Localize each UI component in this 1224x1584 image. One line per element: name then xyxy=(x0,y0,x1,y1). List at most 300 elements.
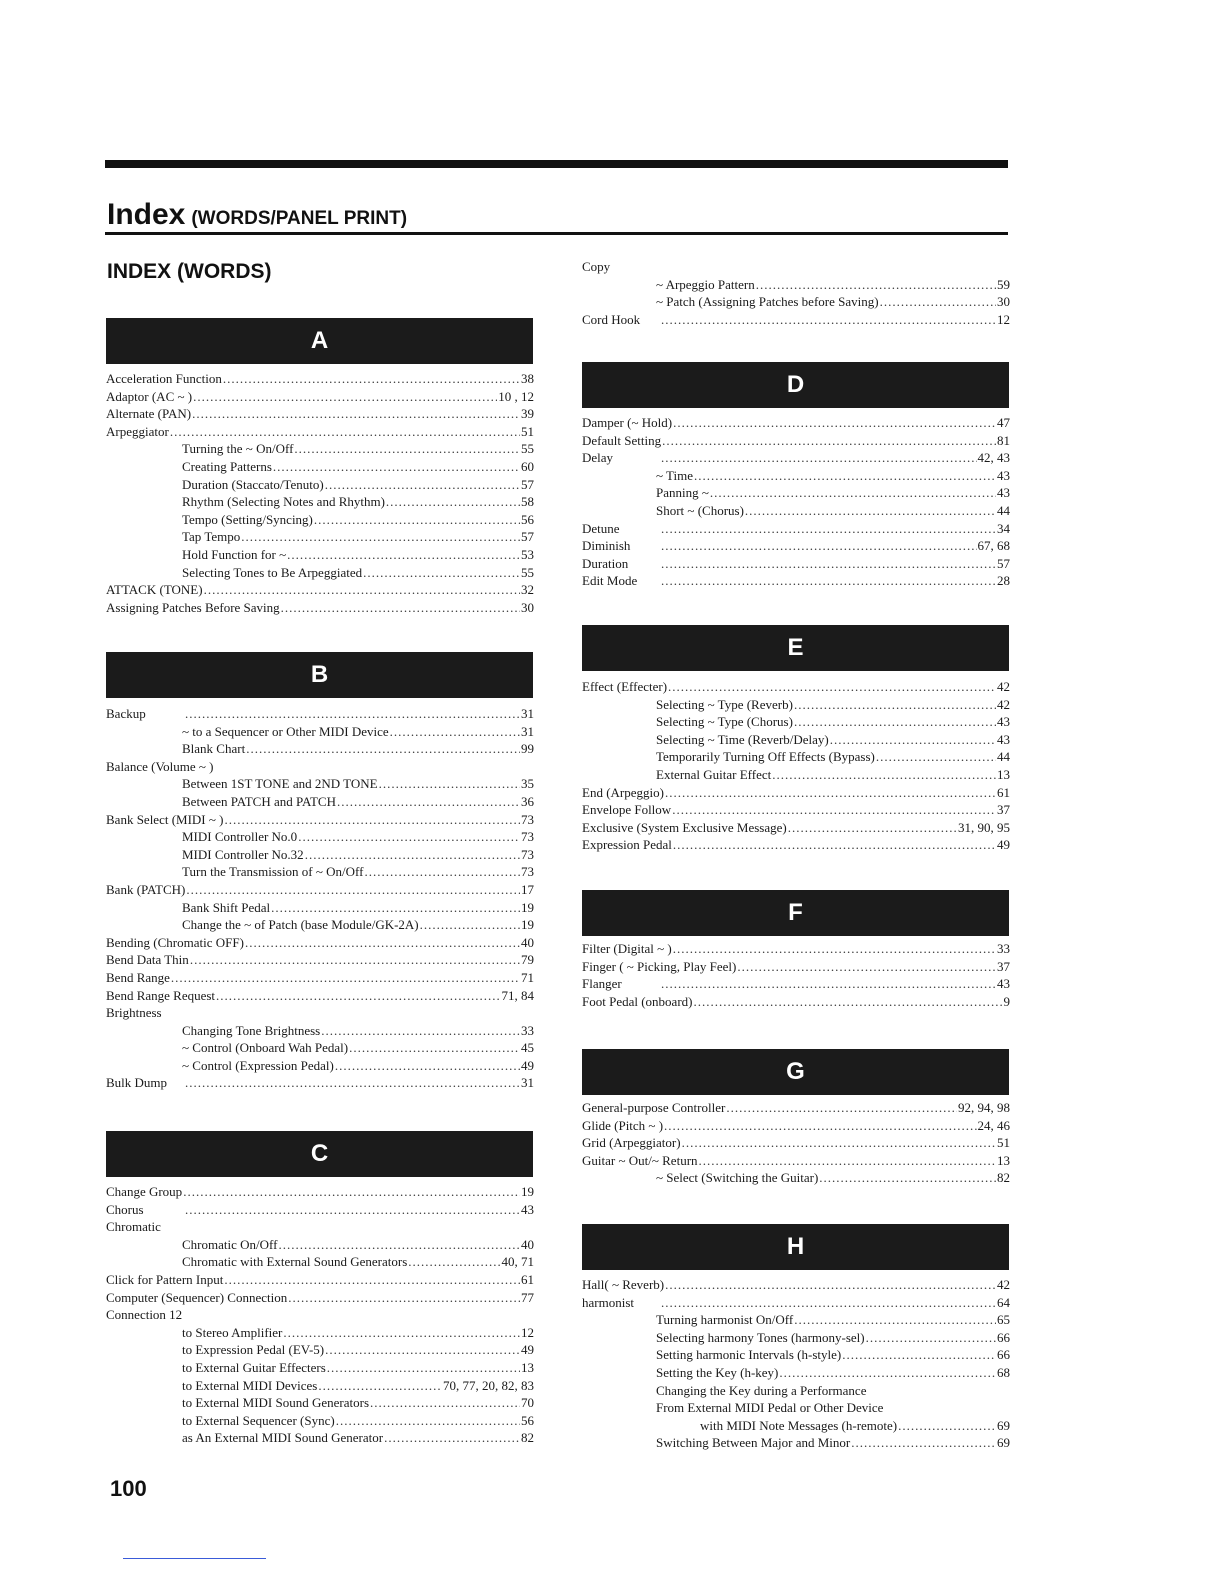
index-entry-text: Expression Pedal xyxy=(582,837,672,853)
index-entry-page: 40, 71 xyxy=(501,1254,534,1270)
index-entry-text: Change the ~ of Patch (base Module/GK-2A) xyxy=(182,917,419,933)
dot-leader xyxy=(223,370,520,388)
index-entry-text: Selecting Tones to Be Arpeggiated xyxy=(182,564,363,580)
index-entry xyxy=(106,951,534,969)
index-entry xyxy=(106,934,534,952)
index-entry-page: 40 xyxy=(521,934,534,950)
index-entry-page: 43 xyxy=(997,714,1010,730)
dot-leader xyxy=(408,1253,500,1271)
index-entry-page: 42 xyxy=(997,696,1010,712)
dot-leader xyxy=(321,1022,520,1040)
index-entry xyxy=(582,1329,1010,1347)
index-entry-page: 30 xyxy=(521,599,534,615)
dot-leader xyxy=(756,276,996,294)
index-entry xyxy=(106,705,534,723)
dot-leader xyxy=(336,1412,520,1430)
dot-leader xyxy=(737,958,996,976)
dot-leader xyxy=(216,987,500,1005)
index-entry-text: End (Arpeggio) xyxy=(582,784,664,800)
letter-header-e: E xyxy=(582,625,1009,671)
index-entry-list xyxy=(582,940,1010,1010)
dot-leader xyxy=(794,696,996,714)
index-entry-text: General-purpose Controller xyxy=(582,1100,726,1115)
index-entry-text: to External Guitar Effecters xyxy=(182,1359,326,1375)
dot-leader xyxy=(661,1294,996,1312)
dot-leader xyxy=(794,713,996,731)
index-entry-text: Envelope Follow xyxy=(582,802,672,818)
index-entry-page: 37 xyxy=(997,958,1010,974)
index-entry-list xyxy=(582,678,1010,854)
index-entry xyxy=(582,713,1010,731)
index-entry xyxy=(582,555,1010,573)
index-entry-page: 43 xyxy=(997,731,1010,747)
index-entry-text: Filter (Digital ~ ) xyxy=(582,941,672,956)
dot-leader xyxy=(851,1434,996,1452)
index-entry xyxy=(106,881,534,899)
dot-leader xyxy=(673,414,996,432)
dot-leader xyxy=(682,1134,996,1152)
index-entry-page: 32 xyxy=(521,582,534,598)
index-entry-page: 55 xyxy=(521,564,534,580)
index-entry-text: Selecting ~ Type (Chorus) xyxy=(656,714,793,730)
dot-leader xyxy=(318,1377,442,1395)
index-entry-text: to External MIDI Sound Generators xyxy=(182,1395,370,1411)
index-entry-page: 17 xyxy=(521,881,534,897)
index-entry-text: Tempo (Setting/Syncing) xyxy=(182,511,313,527)
index-entry-text: Assigning Patches Before Saving xyxy=(106,599,280,615)
index-entry-text: as An External MIDI Sound Generator xyxy=(182,1430,384,1446)
dot-leader xyxy=(364,863,520,881)
index-entry-page: 69 xyxy=(997,1435,1010,1451)
index-entry xyxy=(106,1236,534,1254)
index-entry-page: 51 xyxy=(521,423,534,439)
dot-leader xyxy=(298,828,520,846)
index-entry-text: Finger ( ~ Picking, Play Feel) xyxy=(582,958,737,974)
index-entry xyxy=(582,748,1010,766)
dot-leader xyxy=(246,740,520,758)
index-entry xyxy=(106,564,534,582)
index-entry-page: 82 xyxy=(521,1430,534,1446)
index-entry-text: Hall( ~ Reverb) xyxy=(582,1277,665,1292)
page-number: 100 xyxy=(110,1476,147,1501)
index-entry-text: to Expression Pedal (EV-5) xyxy=(182,1342,325,1358)
index-entry-text: Exclusive (System Exclusive Message) xyxy=(582,819,787,835)
dot-leader xyxy=(384,1429,520,1447)
index-entry xyxy=(582,1099,1010,1117)
dot-leader xyxy=(278,1236,520,1254)
index-entry-page: 19 xyxy=(521,1184,534,1199)
index-entry-page: 59 xyxy=(997,276,1010,292)
index-entry xyxy=(106,493,534,511)
index-entry-page: 19 xyxy=(521,917,534,933)
dot-leader xyxy=(694,467,996,485)
index-entry-text: to External Sequencer (Sync) xyxy=(182,1412,335,1428)
index-entry xyxy=(582,836,1010,854)
index-entry-text: Between 1ST TONE and 2ND TONE xyxy=(182,776,378,792)
index-entry-list xyxy=(582,1099,1010,1187)
index-entry-text: Default Setting xyxy=(582,432,662,448)
index-entry xyxy=(582,1399,1010,1417)
index-entry xyxy=(106,546,534,564)
index-entry-page: 60 xyxy=(521,458,534,474)
dot-leader xyxy=(193,388,497,406)
index-entry xyxy=(106,1004,534,1022)
index-entry-page: 35 xyxy=(521,776,534,792)
index-entry-page: 67, 68 xyxy=(977,538,1010,554)
index-entry-page: 44 xyxy=(997,502,1010,518)
index-entry-page: 12 xyxy=(997,311,1010,327)
dot-leader xyxy=(335,1057,520,1075)
letter-header-b: B xyxy=(106,652,533,698)
index-entry xyxy=(582,766,1010,784)
index-entry-page: 73 xyxy=(521,846,534,862)
index-entry xyxy=(106,1253,534,1271)
dot-leader xyxy=(662,432,996,450)
dot-leader xyxy=(185,1201,520,1219)
index-entry-text: Bank Select (MIDI ~ ) xyxy=(106,811,224,827)
index-entry-text: Rhythm (Selecting Notes and Rhythm) xyxy=(182,494,385,510)
index-entry-text: Panning ~ xyxy=(656,485,709,501)
index-entry-text: Bend Range Request xyxy=(106,987,216,1003)
index-entry xyxy=(106,1394,534,1412)
page-title-main: Index xyxy=(107,198,186,231)
dot-leader xyxy=(288,1289,520,1307)
index-entry xyxy=(106,828,534,846)
index-entry-page: 34 xyxy=(997,520,1010,536)
index-entry-text: Detune xyxy=(582,520,620,536)
index-entry-page: 82 xyxy=(997,1170,1010,1186)
dot-leader xyxy=(305,846,520,864)
index-entry xyxy=(106,793,534,811)
index-entry xyxy=(106,581,534,599)
index-entry-text: Setting harmonic Intervals (h-style) xyxy=(656,1347,842,1363)
index-entry-page: 19 xyxy=(521,899,534,915)
dot-leader xyxy=(325,476,520,494)
index-entry xyxy=(106,458,534,476)
index-entry-page: 28 xyxy=(997,573,1010,589)
index-entry-text: Temporarily Turning Off Effects (Bypass) xyxy=(656,749,875,765)
index-entry-text: Bend Range xyxy=(106,969,170,985)
index-entry xyxy=(582,696,1010,714)
dot-leader xyxy=(866,1329,996,1347)
dot-leader xyxy=(325,1341,520,1359)
index-entry-page: 65 xyxy=(997,1312,1010,1328)
index-entry-page: 42, 43 xyxy=(977,450,1010,466)
index-entry xyxy=(106,740,534,758)
letter-header-c: C xyxy=(106,1131,533,1177)
index-entry-text: Chromatic On/Off xyxy=(182,1236,278,1252)
dot-leader xyxy=(241,528,520,546)
dot-leader xyxy=(363,564,520,582)
index-entry-page: 71, 84 xyxy=(501,987,534,1003)
dot-leader xyxy=(281,599,520,617)
index-entry xyxy=(582,1364,1010,1382)
dot-leader xyxy=(726,1099,957,1117)
dot-leader xyxy=(183,1183,520,1201)
dot-leader xyxy=(819,1169,996,1187)
dot-leader xyxy=(898,1417,996,1435)
index-entry-page: 57 xyxy=(997,555,1010,571)
index-entry-page: 77 xyxy=(521,1289,534,1305)
index-entry xyxy=(106,1324,534,1342)
index-entry xyxy=(106,723,534,741)
index-entry xyxy=(106,1022,534,1040)
index-entry-page: 33 xyxy=(521,1022,534,1038)
dot-leader xyxy=(314,511,520,529)
index-entry xyxy=(106,775,534,793)
index-entry-text: Brightness xyxy=(106,1005,162,1021)
index-entry xyxy=(106,388,534,406)
page-title-sub: (WORDS/PANEL PRINT) xyxy=(191,208,408,229)
dot-leader xyxy=(830,731,996,749)
index-entry xyxy=(582,819,1010,837)
index-entry-page: 79 xyxy=(521,952,534,968)
index-entry-page: 57 xyxy=(521,476,534,492)
index-entry-page: 42 xyxy=(997,1277,1010,1292)
index-entry-text: Turning the ~ On/Off xyxy=(182,441,294,457)
index-entry-text: Switching Between Major and Minor xyxy=(656,1435,851,1451)
index-entry xyxy=(582,1152,1010,1170)
index-entry xyxy=(106,987,534,1005)
dot-leader xyxy=(420,916,520,934)
header-top-rule xyxy=(105,160,1008,168)
index-entry-page: 9 xyxy=(1003,993,1010,1009)
index-entry-page: 39 xyxy=(521,406,534,422)
index-entry xyxy=(582,1276,1010,1294)
index-entry-text: Delay xyxy=(582,450,614,466)
index-entry-page: 73 xyxy=(521,829,534,845)
index-entry-text: Damper (~ Hold) xyxy=(582,415,673,430)
dot-leader xyxy=(283,1324,520,1342)
index-entry-text: Guitar ~ Out/~ Return xyxy=(582,1152,698,1168)
index-entry xyxy=(582,1434,1010,1452)
dot-leader xyxy=(668,678,996,696)
index-entry-page: 36 xyxy=(521,793,534,809)
dot-leader xyxy=(665,1276,996,1294)
dot-leader xyxy=(661,449,977,467)
index-entry-text: From External MIDI Pedal or Other Device xyxy=(656,1400,884,1416)
index-entry xyxy=(106,440,534,458)
index-entry-page: 92, 94, 98 xyxy=(958,1100,1010,1115)
dot-leader xyxy=(661,572,996,590)
index-entry-list xyxy=(582,414,1010,590)
index-entry xyxy=(106,1289,534,1307)
index-entry-list xyxy=(582,258,1010,328)
index-entry xyxy=(582,502,1010,520)
index-entry-text: Selecting harmony Tones (harmony-sel) xyxy=(656,1329,865,1345)
index-entry xyxy=(582,276,1010,294)
dot-leader xyxy=(349,1039,520,1057)
index-entry xyxy=(106,476,534,494)
index-entry-text: Flanger xyxy=(582,976,622,992)
index-entry-page: 58 xyxy=(521,494,534,510)
index-entry xyxy=(582,1117,1010,1135)
index-entry-page: 71 xyxy=(521,969,534,985)
dot-leader xyxy=(788,819,957,837)
dot-leader xyxy=(185,1074,520,1092)
dot-leader xyxy=(294,440,520,458)
index-entry-page: 57 xyxy=(521,529,534,545)
index-entry xyxy=(582,801,1010,819)
index-entry xyxy=(106,863,534,881)
index-entry-page: 37 xyxy=(997,802,1010,818)
dot-leader xyxy=(661,537,977,555)
index-entry-text: Grid (Arpeggiator) xyxy=(582,1135,681,1151)
index-entry-text: Changing the Key during a Performance xyxy=(656,1382,867,1398)
index-entry-text: Changing Tone Brightness xyxy=(182,1022,321,1038)
index-entry-text: Setting the Key (h-key) xyxy=(656,1364,779,1380)
index-entry-page: 51 xyxy=(997,1135,1010,1151)
index-entry-text: Chromatic xyxy=(106,1219,161,1235)
index-entry-page: 56 xyxy=(521,511,534,527)
header-bottom-rule xyxy=(105,232,1008,235)
index-entry-text: Bend Data Thin xyxy=(106,952,189,968)
dot-leader xyxy=(204,581,520,599)
index-entry xyxy=(582,467,1010,485)
index-entry-page: 66 xyxy=(997,1329,1010,1345)
dot-leader xyxy=(699,1152,996,1170)
index-entry-page: 56 xyxy=(521,1412,534,1428)
index-entry-page: 13 xyxy=(997,766,1010,782)
dot-leader xyxy=(185,705,520,723)
dot-leader xyxy=(379,775,520,793)
index-entry xyxy=(582,449,1010,467)
dot-leader xyxy=(745,502,996,520)
index-entry xyxy=(106,1412,534,1430)
index-entry xyxy=(582,784,1010,802)
dot-leader xyxy=(665,784,996,802)
index-entry-page: 53 xyxy=(521,546,534,562)
index-entry xyxy=(106,511,534,529)
index-entry xyxy=(106,846,534,864)
index-entry xyxy=(582,311,1010,329)
index-entry-text: Connection 12 xyxy=(106,1307,183,1323)
index-entry-text: Chromatic with External Sound Generators xyxy=(182,1254,408,1270)
index-entry-page: 47 xyxy=(997,415,1010,430)
index-entry-text: ~ Control (Onboard Wah Pedal) xyxy=(182,1040,349,1056)
index-entry-page: 13 xyxy=(521,1359,534,1375)
letter-header-a: A xyxy=(106,318,533,364)
index-entry-page: 12 xyxy=(521,1324,534,1340)
index-entry-text: Effect (Effecter) xyxy=(582,679,668,694)
index-entry-page: 49 xyxy=(521,1057,534,1073)
index-entry-page: 31 xyxy=(521,1075,534,1091)
dot-leader xyxy=(794,1311,996,1329)
index-entry-page: 55 xyxy=(521,441,534,457)
dot-leader xyxy=(673,836,996,854)
dot-leader xyxy=(327,1359,520,1377)
index-entry-text: Creating Patterns xyxy=(182,458,272,474)
index-entry xyxy=(106,1341,534,1359)
index-entry xyxy=(106,405,534,423)
index-entry xyxy=(582,1382,1010,1400)
index-entry-page: 40 xyxy=(521,1236,534,1252)
index-entry-page: 38 xyxy=(521,371,534,386)
index-entry-page: 66 xyxy=(997,1347,1010,1363)
dot-leader xyxy=(287,546,520,564)
index-entry-page: 81 xyxy=(997,432,1010,448)
index-entry xyxy=(106,370,534,388)
dot-leader xyxy=(224,1271,520,1289)
dot-leader xyxy=(390,723,520,741)
index-entry-text: Hold Function for ~ xyxy=(182,546,287,562)
index-entry xyxy=(106,1359,534,1377)
index-entry xyxy=(582,1134,1010,1152)
index-entry-page: 70 xyxy=(521,1395,534,1411)
dot-leader xyxy=(664,1117,976,1135)
index-entry xyxy=(106,1183,534,1201)
index-entry xyxy=(106,969,534,987)
index-entry-text: Computer (Sequencer) Connection xyxy=(106,1289,288,1305)
index-entry-page: 10 , 12 xyxy=(498,388,534,404)
footer-rule xyxy=(123,1558,266,1559)
dot-leader xyxy=(225,811,520,829)
letter-header-d: D xyxy=(582,362,1009,408)
index-entry-text: Arpeggiator xyxy=(106,423,169,439)
index-entry xyxy=(582,940,1010,958)
dot-leader xyxy=(673,940,996,958)
index-entry xyxy=(582,484,1010,502)
index-entry-text: MIDI Controller No.32 xyxy=(182,846,304,862)
dot-leader xyxy=(772,766,996,784)
dot-leader xyxy=(190,951,520,969)
index-entry-text: ATTACK (TONE) xyxy=(106,582,203,598)
index-entry xyxy=(582,572,1010,590)
index-entry-text: External Guitar Effect xyxy=(656,766,772,782)
dot-leader xyxy=(186,881,520,899)
dot-leader xyxy=(170,423,520,441)
letter-header-f: F xyxy=(582,890,1009,936)
letter-header-g: G xyxy=(582,1049,1009,1095)
index-entry-page: 99 xyxy=(521,741,534,757)
index-entry-text: Edit Mode xyxy=(582,573,638,589)
index-entry-page: 69 xyxy=(997,1417,1010,1433)
index-entry xyxy=(106,916,534,934)
index-entry-text: Backup xyxy=(106,706,146,721)
dot-leader xyxy=(779,1364,996,1382)
index-entry xyxy=(106,1057,534,1075)
index-entry-text: Selecting ~ Type (Reverb) xyxy=(656,696,793,712)
index-entry xyxy=(106,1201,534,1219)
index-entry-page: 49 xyxy=(521,1342,534,1358)
index-entry-text: Blank Chart xyxy=(182,741,246,757)
index-entry xyxy=(106,1306,534,1324)
index-entry-page: 70, 77, 20, 82, 83 xyxy=(443,1377,534,1393)
index-entry-text: Foot Pedal (onboard) xyxy=(582,993,693,1009)
index-entry xyxy=(582,731,1010,749)
index-entry xyxy=(106,1429,534,1447)
index-entry xyxy=(582,293,1010,311)
index-entry-page: 61 xyxy=(521,1271,534,1287)
page-title xyxy=(107,198,407,232)
index-entry-list xyxy=(106,1183,534,1447)
index-entry-text: Turn the Transmission of ~ On/Off xyxy=(182,864,364,880)
index-entry-text: Bank (PATCH) xyxy=(106,881,186,897)
dot-leader xyxy=(171,969,520,987)
index-entry-page: 31 xyxy=(521,723,534,739)
index-entry xyxy=(582,958,1010,976)
index-entry xyxy=(582,258,1010,276)
index-entry-page: 31 xyxy=(521,706,534,721)
dot-leader xyxy=(661,555,996,573)
index-entry-text: Cord Hook xyxy=(582,311,641,327)
index-entry-page: 61 xyxy=(997,784,1010,800)
index-entry xyxy=(106,528,534,546)
index-entry xyxy=(106,899,534,917)
index-entry xyxy=(106,1377,534,1395)
index-entry-page: 31, 90, 95 xyxy=(958,819,1010,835)
index-entry-list xyxy=(106,370,534,616)
